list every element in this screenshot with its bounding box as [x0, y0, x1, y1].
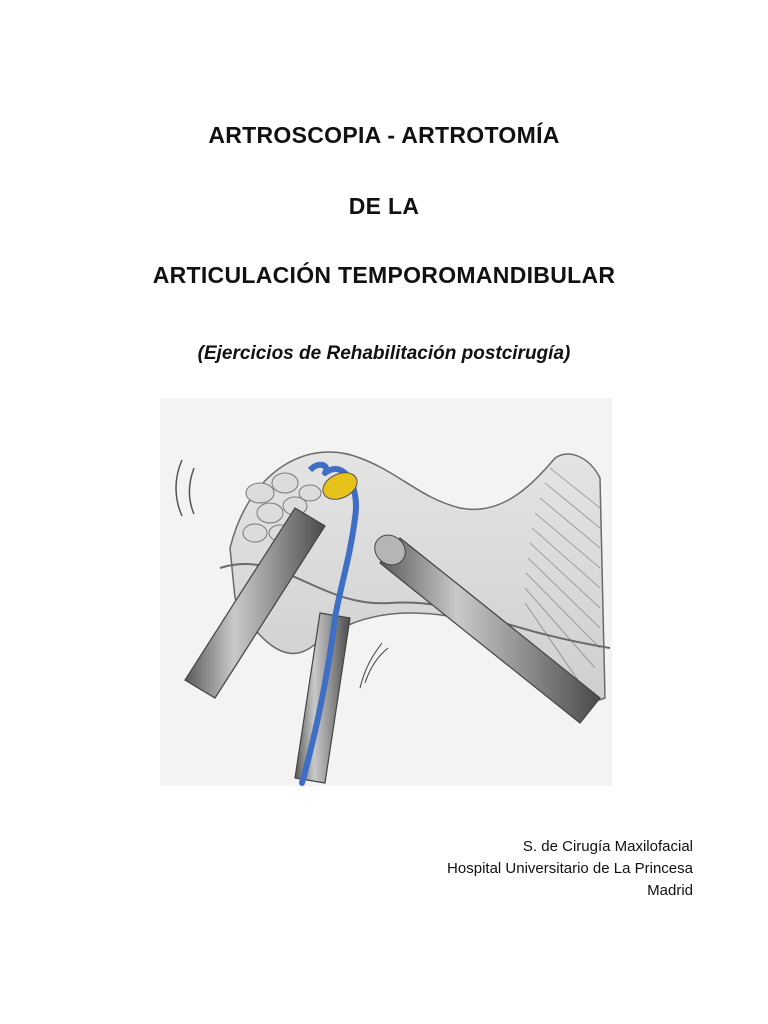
document-title-line-2: DE LA [348, 193, 420, 219]
arthroscopy-illustration [160, 398, 612, 786]
city-name: Madrid [647, 882, 693, 899]
department-name: S. de Cirugía Maxilofacial [522, 838, 693, 855]
document-title-line-3: ARTICULACIÓN TEMPOROMANDIBULAR [152, 262, 616, 288]
document-subtitle: (Ejercicios de Rehabilitación postcirugía) [197, 343, 571, 364]
affiliation-block [447, 836, 693, 902]
hospital-name: Hospital Universitario de La Princesa [447, 860, 693, 877]
document-title-line-1: ARTROSCOPIA - ARTROTOMÍA [208, 122, 560, 148]
